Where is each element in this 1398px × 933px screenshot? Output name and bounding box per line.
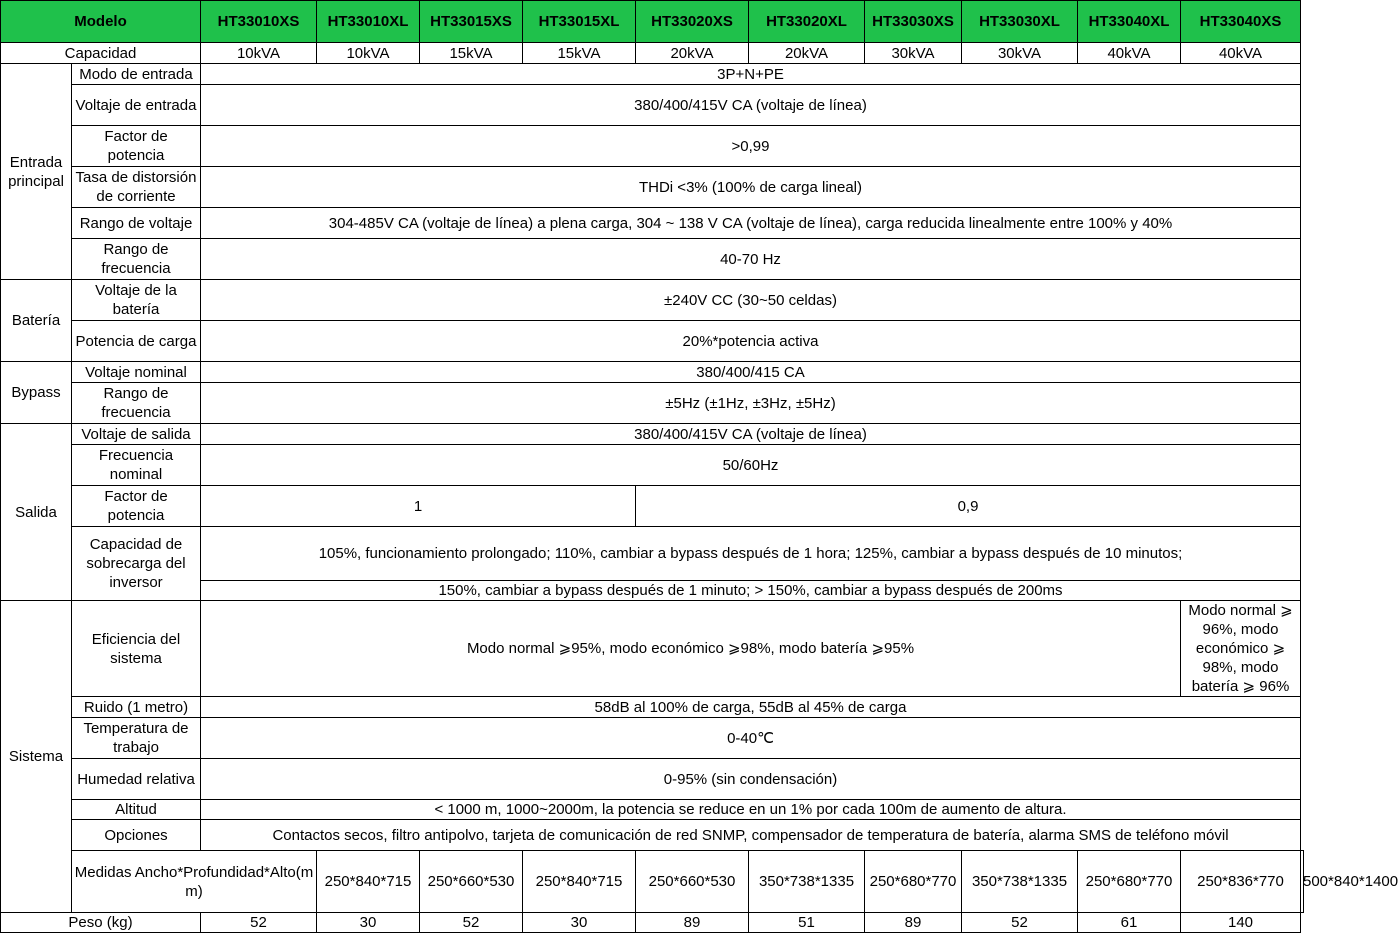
dimensions-cell: 250*680*770 xyxy=(1078,851,1181,913)
system-efficiency-row xyxy=(1,601,1304,697)
battery-charge-label: Potencia de carga xyxy=(72,321,201,362)
input-distortion-row xyxy=(1,167,1304,208)
dimensions-label: Medidas Ancho*Profundidad*Alto(mm) xyxy=(72,851,317,913)
system-altitude-row xyxy=(1,800,1304,820)
capacity-cell: 30kVA xyxy=(865,43,962,64)
output-pf-value-b: 0,9 xyxy=(636,486,1301,527)
system-noise-label: Ruido (1 metro) xyxy=(72,697,201,718)
battery-charge-value: 20%*potencia activa xyxy=(201,321,1301,362)
battery-voltage-value: ±240V CC (30~50 celdas) xyxy=(201,280,1301,321)
input-frange-label: Rango de frecuencia xyxy=(72,239,201,280)
dimensions-cell: 250*660*530 xyxy=(636,851,749,913)
bypass-voltage-value: 380/400/415 CA xyxy=(201,362,1301,383)
weight-label: Peso (kg) xyxy=(1,913,201,933)
output-overload-label: Capacidad de sobrecarga del inversor xyxy=(72,527,201,601)
input-mode-label: Modo de entrada xyxy=(72,64,201,85)
capacity-label: Capacidad xyxy=(1,43,201,64)
output-group-label: Salida xyxy=(1,424,72,601)
weight-cell: 52 xyxy=(962,913,1078,933)
input-voltage-row xyxy=(1,85,1304,126)
system-efficiency-label: Eficiencia del sistema xyxy=(72,601,201,697)
model-header: Modelo xyxy=(1,1,201,43)
capacity-cell: 10kVA xyxy=(201,43,317,64)
input-frange-value: 40-70 Hz xyxy=(201,239,1301,280)
output-pf-label: Factor de potencia xyxy=(72,486,201,527)
bypass-frange-label: Rango de frecuencia xyxy=(72,383,201,424)
battery-group-label: Batería xyxy=(1,280,72,362)
weight-cell: 140 xyxy=(1181,913,1301,933)
system-altitude-value: < 1000 m, 1000~2000m, la potencia se reduce en un 1% por cada 100m de aumento de altura. xyxy=(201,800,1301,820)
capacity-cell: 40kVA xyxy=(1181,43,1301,64)
input-group-label: Entrada principal xyxy=(1,64,72,280)
system-noise-value: 58dB al 100% de carga, 55dB al 45% de carga xyxy=(201,697,1301,718)
model-header-cell: HT33020XL xyxy=(749,1,865,43)
system-options-label: Opciones xyxy=(72,820,201,851)
input-voltage-label: Voltaje de entrada xyxy=(72,85,201,126)
weight-cell: 30 xyxy=(317,913,420,933)
system-options-value: Contactos secos, filtro antipolvo, tarjeta de comunicación de red SNMP, compensador de temperatura de batería, alarma SMS de teléfono móvil xyxy=(201,820,1301,851)
capacity-row xyxy=(1,43,1304,64)
capacity-cell: 20kVA xyxy=(636,43,749,64)
weight-cell: 89 xyxy=(636,913,749,933)
bypass-group-label: Bypass xyxy=(1,362,72,424)
weight-cell: 61 xyxy=(1078,913,1181,933)
output-frequency-label: Frecuencia nominal xyxy=(72,445,201,486)
weight-cell: 52 xyxy=(201,913,317,933)
dimensions-cell: 250*840*715 xyxy=(317,851,420,913)
header-row xyxy=(1,1,1304,43)
output-frequency-row xyxy=(1,445,1304,486)
model-header-cell: HT33020XS xyxy=(636,1,749,43)
input-voltage-value: 380/400/415V CA (voltaje de línea) xyxy=(201,85,1301,126)
battery-charge-row xyxy=(1,321,1304,362)
weight-cell: 89 xyxy=(865,913,962,933)
system-noise-row xyxy=(1,697,1304,718)
input-pf-value: >0,99 xyxy=(201,126,1301,167)
model-header-cell: HT33030XS xyxy=(865,1,962,43)
bypass-frange-value: ±5Hz (±1Hz, ±3Hz, ±5Hz) xyxy=(201,383,1301,424)
system-efficiency-value-b: Modo normal ⩾ 96%, modo económico ⩾ 98%, modo batería ⩾ 96% xyxy=(1181,601,1301,697)
input-distortion-label: Tasa de distorsión de corriente xyxy=(72,167,201,208)
system-humidity-row xyxy=(1,759,1304,800)
capacity-cell: 15kVA xyxy=(420,43,523,64)
capacity-cell: 20kVA xyxy=(749,43,865,64)
dimensions-cell: 250*836*770 xyxy=(1181,851,1301,913)
system-temperature-row xyxy=(1,718,1304,759)
capacity-cell: 30kVA xyxy=(962,43,1078,64)
model-header-cell: HT33010XL xyxy=(317,1,420,43)
dimensions-cell: 500*840*1400 xyxy=(1301,851,1304,913)
capacity-cell: 10kVA xyxy=(317,43,420,64)
battery-voltage-label: Voltaje de la batería xyxy=(72,280,201,321)
input-frange-row xyxy=(1,239,1304,280)
system-efficiency-value-a: Modo normal ⩾95%, modo económico ⩾98%, modo batería ⩾95% xyxy=(201,601,1181,697)
dimensions-row xyxy=(1,851,1304,913)
output-overload-row xyxy=(1,527,1304,581)
input-distortion-value: THDi <3% (100% de carga lineal) xyxy=(201,167,1301,208)
output-voltage-label: Voltaje de salida xyxy=(72,424,201,445)
input-vrange-label: Rango de voltaje xyxy=(72,208,201,239)
system-humidity-value: 0-95% (sin condensación) xyxy=(201,759,1301,800)
model-header-cell: HT33010XS xyxy=(201,1,317,43)
dimensions-cell: 250*840*715 xyxy=(523,851,636,913)
output-overload-value-top: 105%, funcionamiento prolongado; 110%, cambiar a bypass después de 1 hora; 125%, cambiar a bypass después de 10 minutos; xyxy=(201,527,1301,581)
input-mode-value: 3P+N+PE xyxy=(201,64,1301,85)
weight-row xyxy=(1,913,1304,933)
input-mode-row xyxy=(1,64,1304,85)
bypass-frange-row xyxy=(1,383,1304,424)
output-pf-value-a: 1 xyxy=(201,486,636,527)
output-voltage-value: 380/400/415V CA (voltaje de línea) xyxy=(201,424,1301,445)
system-options-row xyxy=(1,820,1304,851)
weight-cell: 51 xyxy=(749,913,865,933)
model-header-cell: HT33015XL xyxy=(523,1,636,43)
input-pf-label: Factor de potencia xyxy=(72,126,201,167)
bypass-voltage-row xyxy=(1,362,1304,383)
capacity-cell: 15kVA xyxy=(523,43,636,64)
weight-cell: 52 xyxy=(420,913,523,933)
output-voltage-row xyxy=(1,424,1304,445)
dimensions-cell: 350*738*1335 xyxy=(749,851,865,913)
system-temperature-label: Temperatura de trabajo xyxy=(72,718,201,759)
dimensions-cell: 250*680*770 xyxy=(865,851,962,913)
model-header-cell: HT33015XS xyxy=(420,1,523,43)
system-group-label: Sistema xyxy=(1,601,72,913)
dimensions-cell: 350*738*1335 xyxy=(962,851,1078,913)
model-header-cell: HT33030XL xyxy=(962,1,1078,43)
model-header-cell: HT33040XL xyxy=(1078,1,1181,43)
model-header-cell: HT33040XS xyxy=(1181,1,1301,43)
system-humidity-label: Humedad relativa xyxy=(72,759,201,800)
capacity-cell: 40kVA xyxy=(1078,43,1181,64)
weight-cell: 30 xyxy=(523,913,636,933)
input-vrange-row xyxy=(1,208,1304,239)
input-vrange-value: 304-485V CA (voltaje de línea) a plena carga, 304 ~ 138 V CA (voltaje de línea), carga reducida linealmente entre 100% y 40% xyxy=(201,208,1301,239)
dimensions-cell: 250*660*530 xyxy=(420,851,523,913)
bypass-voltage-label: Voltaje nominal xyxy=(72,362,201,383)
input-pf-row xyxy=(1,126,1304,167)
system-temperature-value: 0-40℃ xyxy=(201,718,1301,759)
output-overload-value-bottom: 150%, cambiar a bypass después de 1 minuto; > 150%, cambiar a bypass después de 200ms xyxy=(201,581,1301,601)
battery-voltage-row xyxy=(1,280,1304,321)
output-pf-row xyxy=(1,486,1304,527)
output-frequency-value: 50/60Hz xyxy=(201,445,1301,486)
system-altitude-label: Altitud xyxy=(72,800,201,820)
